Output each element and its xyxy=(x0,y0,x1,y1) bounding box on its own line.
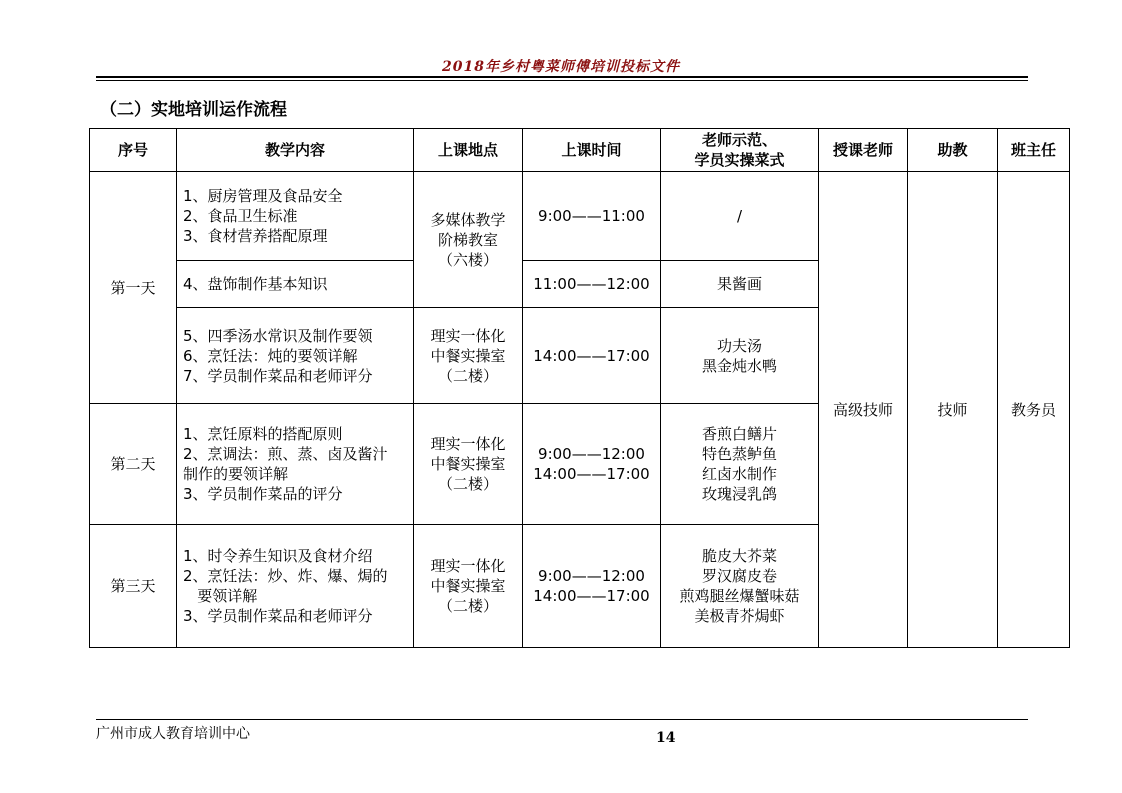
teacher-cell: 高级技师 xyxy=(819,172,908,648)
dish-line: 玫瑰浸乳鸽 xyxy=(701,485,777,503)
content-cell xyxy=(177,261,414,308)
dishes-cell xyxy=(661,404,819,525)
dish-line: 脆皮大芥菜 xyxy=(701,547,777,565)
time-line: 9:00——11:00 xyxy=(538,207,645,225)
header-dishes-line: 老师示范、 xyxy=(701,131,777,149)
time-cell xyxy=(523,172,661,261)
dish-line: 红卤水制作 xyxy=(701,465,777,483)
time-line: 14:00——17:00 xyxy=(533,465,650,483)
location-line: 阶梯教室 xyxy=(437,230,498,249)
content-cell xyxy=(177,404,414,525)
footer-rule xyxy=(96,719,1028,720)
location-line: 中餐实操室 xyxy=(430,346,506,365)
head-teacher-cell: 教务员 xyxy=(998,172,1070,648)
time-line: 14:00——17:00 xyxy=(533,346,650,365)
dish-line: 果酱画 xyxy=(716,275,762,293)
time-cell xyxy=(523,404,661,525)
dish-line: 黑金炖水鸭 xyxy=(701,356,777,375)
content-line: 2、食品卫生标准 xyxy=(183,207,298,225)
assistant-cell: 技师 xyxy=(908,172,998,648)
header-time: 上课时间 xyxy=(523,129,661,172)
day-label: 第三天 xyxy=(90,525,177,648)
content-line: 要领详解 xyxy=(183,587,258,605)
header-teacher: 授课老师 xyxy=(819,129,908,172)
content-line: 7、学员制作菜品和老师评分 xyxy=(183,366,373,385)
location-line: （二楼） xyxy=(437,475,498,493)
content-line: 6、烹饪法：炖的要领详解 xyxy=(183,346,358,365)
content-line: 2、烹饪法：炒、炸、爆、焗的 xyxy=(183,567,388,585)
dish-line: / xyxy=(736,207,743,225)
location-line: 理实一体化 xyxy=(430,557,506,575)
location-cell xyxy=(414,308,523,404)
dishes-cell xyxy=(661,172,819,261)
header-content: 教学内容 xyxy=(177,129,414,172)
time-line: 9:00——12:00 xyxy=(538,445,645,463)
dish-line: 香煎白鳝片 xyxy=(701,425,777,443)
document-header-title: 2018年乡村粤菜师傅培训投标文件 xyxy=(442,59,680,75)
content-line: 3、食材营养搭配原理 xyxy=(183,227,328,245)
footer-organization: 广州市成人教育培训中心 xyxy=(96,726,250,742)
header-dishes-line: 学员实操菜式 xyxy=(694,151,785,169)
content-line: 5、四季汤水常识及制作要领 xyxy=(183,326,373,345)
header-assistant: 助教 xyxy=(908,129,998,172)
time-line: 14:00——17:00 xyxy=(533,587,650,605)
content-cell xyxy=(177,172,414,261)
content-line: 1、烹饪原料的搭配原则 xyxy=(183,425,343,443)
dish-line: 功夫汤 xyxy=(716,336,762,355)
table-row xyxy=(90,172,1070,261)
time-cell xyxy=(523,261,661,308)
content-line: 3、学员制作菜品的评分 xyxy=(183,485,343,503)
content-cell xyxy=(177,308,414,404)
content-line: 制作的要领详解 xyxy=(183,465,289,483)
time-cell xyxy=(523,525,661,648)
day-label: 第一天 xyxy=(90,172,177,404)
dishes-cell xyxy=(661,308,819,404)
header-head-teacher: 班主任 xyxy=(998,129,1070,172)
location-line: 理实一体化 xyxy=(430,435,506,453)
dish-line: 煎鸡腿丝爆蟹味菇 xyxy=(679,587,800,605)
content-cell xyxy=(177,525,414,648)
location-cell xyxy=(414,172,523,308)
location-line: 中餐实操室 xyxy=(430,455,506,473)
location-line: 中餐实操室 xyxy=(430,577,506,595)
time-cell xyxy=(523,308,661,404)
dish-line: 罗汉腐皮卷 xyxy=(701,567,777,585)
location-line: （二楼） xyxy=(437,597,498,615)
location-line: （二楼） xyxy=(437,366,498,385)
dishes-cell xyxy=(661,261,819,308)
page-number: 14 xyxy=(656,730,676,746)
content-line: 1、厨房管理及食品安全 xyxy=(183,187,343,205)
dishes-cell xyxy=(661,525,819,648)
header-rule-thin xyxy=(96,80,1028,81)
content-line: 4、盘饰制作基本知识 xyxy=(183,275,328,293)
location-cell xyxy=(414,404,523,525)
header-seq: 序号 xyxy=(90,129,177,172)
dish-line: 美极青芥焗虾 xyxy=(694,607,785,625)
dish-line: 特色蒸鲈鱼 xyxy=(701,445,777,463)
header-rule xyxy=(96,76,1028,78)
location-line: 理实一体化 xyxy=(430,326,506,345)
schedule-table xyxy=(89,128,1070,648)
section-title: （二）实地培训运作流程 xyxy=(100,100,287,120)
content-line: 2、烹调法：煎、蒸、卤及酱汁 xyxy=(183,445,388,463)
time-line: 11:00——12:00 xyxy=(533,275,650,293)
content-line: 3、学员制作菜品和老师评分 xyxy=(183,607,373,625)
header-location: 上课地点 xyxy=(414,129,523,172)
location-cell xyxy=(414,525,523,648)
day-label: 第二天 xyxy=(90,404,177,525)
content-line: 1、时令养生知识及食材介绍 xyxy=(183,547,373,565)
location-line: （六楼） xyxy=(437,250,498,269)
header-dishes xyxy=(661,129,819,172)
location-line: 多媒体教学 xyxy=(430,210,506,229)
time-line: 9:00——12:00 xyxy=(538,567,645,585)
